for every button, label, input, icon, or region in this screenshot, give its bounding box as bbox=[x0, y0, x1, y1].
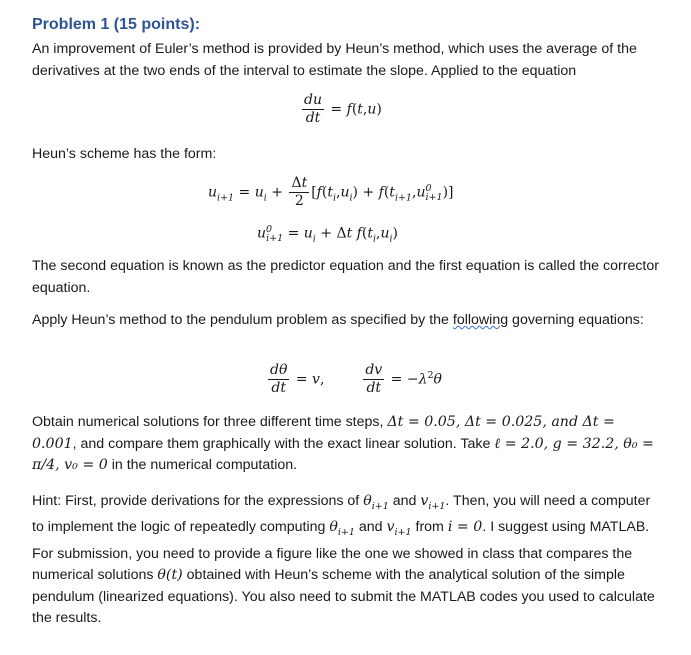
problem-title: Problem 1 (15 points): bbox=[32, 16, 201, 33]
predictor-paragraph: The second equation is known as the predictor equation and the first equation is called the corrector equation. bbox=[32, 258, 659, 296]
hint-i-zero: i = 0 bbox=[447, 519, 483, 536]
obtain-text-3: in the numerical computation. bbox=[107, 457, 298, 473]
obtain-text-1: Obtain numerical solutions for three different time steps, bbox=[32, 414, 388, 430]
hint-theta-i1: $\theta_{i+1}$ bbox=[363, 493, 389, 512]
hint-and-2: and bbox=[358, 519, 383, 536]
hint-theta-i1-b: $\theta_{i+1}$ bbox=[329, 519, 355, 539]
intro-paragraph: An improvement of Euler’s method is provided by Heun’s method, which uses the average of the derivatives at the two ends of the interval to estimate the slope. Applied to the equation bbox=[32, 41, 637, 79]
hint-text-2: . Then, you will need a computer to implement the logic of repeatedly computing bbox=[32, 493, 651, 536]
hint-and-1: and bbox=[392, 493, 417, 509]
hint-v-i1-b: $v_{i+1}$ bbox=[386, 519, 412, 539]
predictor-equation: $u^0_{i+1} = u_i + \Delta t$ $f(t_i,u_i)$ bbox=[257, 224, 399, 245]
hint-theta-t: θ(t) bbox=[157, 567, 183, 584]
hint-text-3: from bbox=[411, 519, 448, 536]
corrector-equation: $u_{i+1} = u_i$ + $\frac{\Delta t}{2}$ $[f(t_i,u_i) + f(t_{i+1},u^0_{i+1})]$ bbox=[208, 175, 454, 209]
ode-equation: $\frac{du}{dt}$ = f(t,u) bbox=[304, 92, 382, 126]
hint-paragraph bbox=[32, 491, 662, 630]
parameter-values: ℓ = 2.0, g = 32.2, θ₀ = π/4, v₀ = 0 bbox=[32, 435, 654, 473]
hint-text-1: Hint: First, provide derivations for the expressions of bbox=[32, 493, 364, 509]
hint-v-i1: $v_{i+1}$ bbox=[420, 493, 446, 512]
scheme-label: Heun’s scheme has the form: bbox=[32, 146, 217, 162]
obtain-paragraph bbox=[32, 412, 662, 477]
hint-text-5: obtained with Heun’s scheme with the analytical solution of the simple pendulum (linearized equations). You also need to submit the MATLAB codes you used to calculate the results. bbox=[32, 567, 655, 627]
time-step-values: Δt = 0.05, Δt = 0.025, and Δt = 0.001 bbox=[32, 414, 615, 452]
pendulum-equations: $\frac{d\theta}{dt}$ = v, $\frac{dv}{dt}$ = $-\lambda^2\theta$ bbox=[270, 362, 442, 396]
obtain-text-2: , and compare them graphically with the exact linear solution. Take bbox=[72, 435, 495, 452]
hint-text-4: . I suggest using MATLAB. For submission, you need to provide a figure like the one we showed in class that compares the numerical solutions bbox=[32, 519, 650, 584]
apply-paragraph: Apply Heun’s method to the pendulum problem as specified by the following governing equations: bbox=[32, 312, 644, 328]
